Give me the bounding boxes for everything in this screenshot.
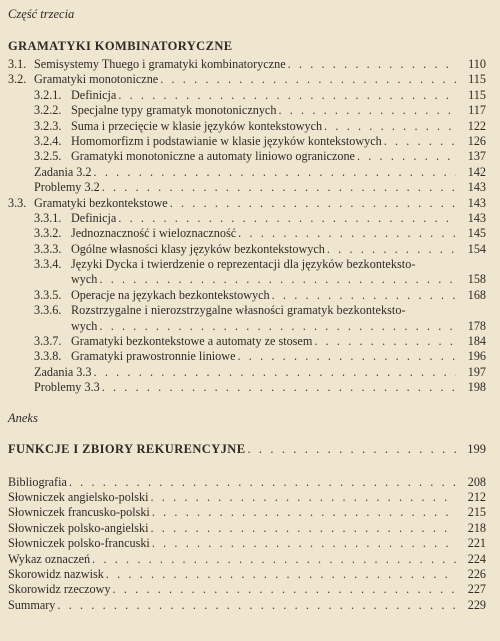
- toc-entry-continuation: [6, 272, 486, 287]
- toc-entry-number: 3.2.5.: [34, 149, 62, 164]
- toc-entry: [6, 349, 486, 364]
- toc-entry-title: Języki Dycka i twierdzenie o reprezentacji dla języków bezkonteksto-: [71, 257, 416, 272]
- toc-entry-page: 145: [467, 226, 486, 241]
- toc-entry-title: Specjalne typy gramatyk monotonicznych: [71, 103, 277, 118]
- dot-leader: [384, 134, 456, 149]
- toc-entry-page: 143: [467, 195, 486, 210]
- backmatter-entry-title: Słowniczek polsko-angielski: [8, 520, 149, 535]
- backmatter-entry-title: Summary: [8, 597, 56, 612]
- toc-entry-page: 198: [467, 380, 486, 395]
- dot-leader: [324, 119, 456, 134]
- toc-entry: [6, 149, 486, 164]
- toc-entry-page: 137: [467, 149, 486, 164]
- backmatter-entry-title: Skorowidz rzeczowy: [8, 582, 111, 597]
- toc-entry: [6, 257, 486, 272]
- backmatter-entry: [6, 536, 486, 551]
- toc-entry-number: 3.3.4.: [34, 257, 62, 272]
- annex-page: 199: [467, 441, 486, 456]
- toc-entry-title: Zadania 3.3: [34, 364, 92, 379]
- toc-entry-number: 3.3.8.: [34, 349, 62, 364]
- toc-entry-title: Gramatyki monotoniczne: [34, 72, 159, 87]
- toc-entry: [6, 72, 486, 87]
- backmatter-entry: [6, 490, 486, 505]
- dot-leader: [118, 211, 456, 226]
- backmatter-entry-title: Słowniczek polsko-francuski: [8, 536, 150, 551]
- toc-entry-page: 126: [467, 133, 486, 148]
- toc-entry: [6, 134, 486, 149]
- part-title: GRAMATYKI KOMBINATORYCZNE: [8, 39, 233, 53]
- toc-entry-title: Gramatyki prawostronnie liniowe: [71, 349, 236, 364]
- dot-leader: [99, 272, 456, 287]
- backmatter-entry-title: Wykaz oznaczeń: [8, 551, 91, 566]
- toc-entry-title: Gramatyki monotoniczne a automaty liniowo ograniczone: [71, 149, 355, 164]
- dot-leader: [92, 552, 456, 567]
- toc-entry-title: Definicja: [71, 87, 117, 102]
- dot-leader: [314, 334, 456, 349]
- toc-entry-page: 168: [467, 287, 486, 302]
- toc-entry-title: Semisystemy Thuego i gramatyki kombinatoryczne: [34, 57, 286, 71]
- toc-entry-page: 154: [467, 241, 486, 256]
- toc-entry-number: 3.1.: [8, 57, 27, 71]
- toc-entry-title: Homomorfizm i podstawianie w klasie języków kontekstowych: [71, 133, 382, 148]
- backmatter-entry-page: 229: [467, 597, 486, 612]
- toc-entry: [6, 180, 486, 195]
- toc-entry-number: 3.2.2.: [34, 103, 62, 118]
- toc-entry-continuation: [6, 319, 486, 334]
- dot-leader: [238, 226, 456, 241]
- dot-leader: [99, 319, 456, 334]
- toc-entry: [6, 119, 486, 134]
- toc-entry-page: 143: [467, 180, 486, 195]
- toc-entry-title-continuation: wych: [71, 272, 98, 287]
- toc-entry-title: Jednoznaczność i wieloznaczność: [71, 226, 237, 241]
- toc-entry-title: Rozstrzygalne i nierozstrzygalne własności gramatyk bezkonteksto-: [71, 303, 406, 318]
- annex-title: FUNKCJE I ZBIORY REKURENCYJNE: [8, 441, 246, 456]
- toc-entry: [6, 365, 486, 380]
- backmatter-entry-page: 218: [467, 520, 486, 535]
- toc-entry-page: 196: [467, 349, 486, 364]
- dot-leader: [278, 103, 456, 118]
- backmatter-entry: [6, 505, 486, 520]
- toc-entry-number: 3.2.1.: [34, 87, 62, 102]
- toc-entry: [6, 288, 486, 303]
- dot-leader: [102, 180, 456, 195]
- backmatter-entry-title: Słowniczek angielsko-polski: [8, 489, 149, 504]
- toc-entry-page: 158: [467, 272, 486, 287]
- dot-leader: [238, 349, 457, 364]
- toc-entry-title: Gramatyki bezkontekstowe: [34, 195, 168, 210]
- toc-entry-title: Operacje na językach bezkontekstowych: [71, 287, 270, 302]
- toc-entry: [6, 226, 486, 241]
- backmatter-entry-title: Bibliografia: [8, 474, 67, 489]
- backmatter-entry-page: 224: [467, 551, 486, 566]
- toc-entry-number: 3.3.5.: [34, 287, 62, 302]
- toc-entry-page: 184: [467, 334, 486, 349]
- toc-entry-page: 115: [468, 72, 486, 87]
- toc-entry: [6, 88, 486, 103]
- toc-entry-number: 3.3.2.: [34, 226, 62, 241]
- backmatter-entry: [6, 552, 486, 567]
- toc-entry: [6, 211, 486, 226]
- backmatter-entry: [6, 475, 486, 490]
- toc-entry-number: 3.3.6.: [34, 303, 62, 318]
- toc-entry-title: Zadania 3.2: [34, 164, 92, 179]
- dot-leader: [160, 72, 456, 87]
- toc-entry-number: 3.2.3.: [34, 118, 62, 133]
- toc-entry: [6, 303, 486, 318]
- dot-leader: [152, 505, 456, 520]
- toc-entry-page: 142: [467, 164, 486, 179]
- toc-entry-number: 3.3.: [8, 195, 27, 210]
- dot-leader: [170, 196, 456, 211]
- dot-leader: [113, 582, 456, 597]
- toc-list: [6, 57, 486, 396]
- toc-entry-title: Suma i przecięcie w klasie języków kontekstowych: [71, 118, 323, 133]
- toc-entry-title-continuation: wych: [71, 318, 98, 333]
- toc-entry-page: 197: [467, 364, 486, 379]
- toc-entry: [6, 196, 486, 211]
- toc-entry-number: 3.3.1.: [34, 210, 62, 225]
- annex-heading: [6, 440, 486, 458]
- annex-label: Aneks: [8, 410, 38, 425]
- dot-leader: [118, 88, 456, 103]
- dot-leader: [357, 149, 456, 164]
- backmatter-entry-title: Słowniczek francusko-polski: [8, 505, 150, 520]
- toc-entry-title: Definicja: [71, 210, 117, 225]
- toc-entry-number: 3.3.3.: [34, 241, 62, 256]
- toc-entry-page: 178: [467, 318, 486, 333]
- backmatter-entry-page: 208: [467, 474, 486, 489]
- backmatter-entry-title: Skorowidz nazwisk: [8, 566, 104, 581]
- backmatter-list: [6, 475, 486, 614]
- toc-entry-title: Ogólne własności klasy języków bezkontekstowych: [71, 241, 325, 256]
- dot-leader: [94, 165, 456, 180]
- backmatter-entry: [6, 598, 486, 613]
- toc-entry-number: 3.2.4.: [34, 133, 62, 148]
- backmatter-entry: [6, 521, 486, 536]
- backmatter-entry-page: 215: [467, 505, 486, 520]
- dot-leader: [272, 288, 456, 303]
- dot-leader: [150, 490, 456, 505]
- toc-entry-title: Problemy 3.3: [34, 380, 100, 395]
- toc-entry-page: 110: [468, 57, 486, 71]
- toc-entry: [6, 242, 486, 257]
- toc-entry: [6, 57, 486, 72]
- toc-entry-number: 3.3.7.: [34, 334, 62, 349]
- toc-entry: [6, 334, 486, 349]
- dot-leader: [57, 598, 456, 613]
- dot-leader: [327, 242, 456, 257]
- toc-entry-title: Problemy 3.2: [34, 180, 100, 195]
- backmatter-entry: [6, 567, 486, 582]
- toc-entry-page: 115: [468, 87, 486, 102]
- toc-entry: [6, 103, 486, 118]
- toc-entry-page: 117: [468, 103, 486, 118]
- dot-leader: [102, 380, 456, 395]
- dot-leader: [69, 475, 456, 490]
- toc-entry-number: 3.2.: [8, 72, 27, 87]
- dot-leader: [94, 365, 456, 380]
- dot-leader: [152, 536, 456, 551]
- toc-entry: [6, 165, 486, 180]
- dot-leader: [247, 440, 456, 458]
- backmatter-entry-page: 221: [467, 536, 486, 551]
- backmatter-entry-page: 227: [467, 582, 486, 597]
- toc-entry-page: 143: [467, 210, 486, 225]
- backmatter-entry: [6, 582, 486, 597]
- dot-leader: [150, 521, 456, 536]
- backmatter-entry-page: 212: [467, 489, 486, 504]
- toc-entry-page: 122: [467, 118, 486, 133]
- dot-leader: [106, 567, 456, 582]
- toc-entry: [6, 380, 486, 395]
- part-label: Część trzecia: [8, 7, 75, 21]
- backmatter-entry-page: 226: [467, 566, 486, 581]
- dot-leader: [288, 57, 456, 72]
- toc-entry-title: Gramatyki bezkontekstowe a automaty ze stosem: [71, 334, 313, 349]
